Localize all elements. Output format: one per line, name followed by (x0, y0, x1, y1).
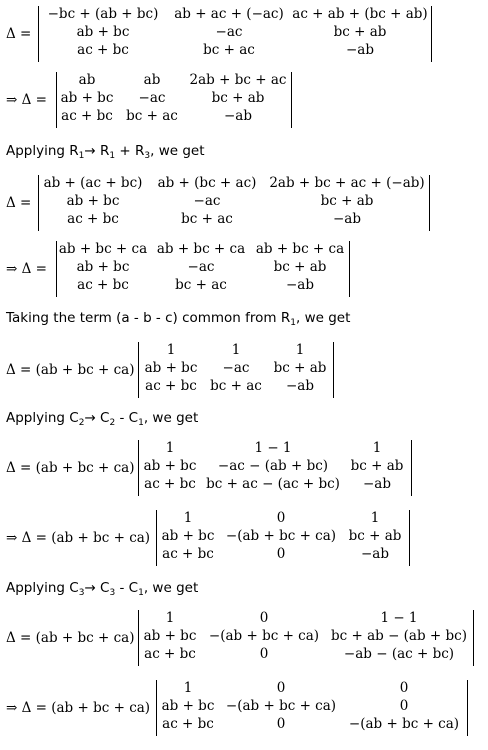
matrix-cell: ab + bc + ca (255, 241, 345, 257)
determinant-equation-8 (0, 610, 488, 666)
subscript: 2 (109, 418, 116, 428)
matrix-cell: −ac (215, 24, 243, 40)
determinant-matrix (38, 175, 430, 231)
matrix-cell: ab + bc (161, 698, 215, 714)
step-text-part: - C (115, 580, 139, 596)
matrix-cell: 1 (372, 440, 382, 456)
matrix-cell: bc + ab (350, 458, 404, 474)
determinant-matrix (138, 610, 474, 666)
matrix-cell: ac + bc (77, 42, 129, 58)
matrix-cell: ab (143, 72, 161, 88)
matrix-cell: −bc + (ab + bc) (47, 6, 159, 22)
matrix-cell: 2ab + bc + ac + (−ab) (269, 175, 425, 191)
matrix-cell: −(ab + bc + ca) (208, 628, 320, 644)
matrix-cell: −ab (332, 211, 361, 227)
matrix-cell: ac + bc (145, 378, 197, 394)
matrix-cell: −(ab + bc + ca) (225, 528, 337, 544)
matrix-cell: ab + (ac + bc) (43, 175, 143, 191)
determinant-matrix (38, 6, 432, 62)
matrix-cell: −ab (345, 42, 374, 58)
matrix-cell: −ac (193, 193, 221, 209)
matrix-cell: ac + bc (67, 211, 119, 227)
determinant-matrix (156, 510, 410, 566)
matrix-cell: 1 (165, 440, 175, 456)
matrix-cell: ab + ac + (−ac) (174, 6, 284, 22)
equation-lhs: ⇒ Δ = (ab + bc + ca) (6, 530, 151, 546)
equation-lhs: ⇒ Δ = (6, 92, 47, 108)
matrix-cell: 0 (259, 610, 269, 626)
equation-lhs: Δ = (6, 26, 32, 42)
matrix-cell: 0 (399, 680, 409, 696)
matrix-cell: bc + ab (211, 90, 265, 106)
matrix-cell: −(ab + bc + ca) (225, 698, 337, 714)
step-text (6, 310, 350, 328)
matrix-cell: ab + bc (143, 628, 197, 644)
matrix-cell: 0 (276, 716, 286, 732)
equation-lhs: Δ = (ab + bc + ca) (6, 460, 135, 476)
step-text (6, 410, 198, 428)
determinant-equation-1 (0, 6, 488, 62)
step-text-part: , we get (295, 310, 351, 326)
equation-lhs: Δ = (ab + bc + ca) (6, 630, 135, 646)
subscript: 1 (138, 588, 144, 598)
matrix-cell: bc + ab (273, 360, 327, 376)
matrix-cell: 1 − 1 (380, 610, 418, 626)
step-text-part: + R (115, 143, 145, 159)
matrix-cell: ab (78, 72, 96, 88)
step-text-part: Taking the term (a - b - c) common from R (6, 310, 291, 326)
matrix-cell: ab + bc (161, 528, 215, 544)
subscript: 1 (290, 318, 296, 328)
matrix-cell: 0 (276, 546, 286, 562)
subscript: 3 (109, 588, 116, 598)
determinant-equation-3 (0, 175, 488, 231)
subscript: 3 (144, 151, 151, 161)
subscript: 1 (109, 151, 116, 161)
determinant-equation-6 (0, 440, 488, 496)
subscript: 1 (78, 151, 85, 161)
matrix-cell: ab + bc (143, 458, 197, 474)
determinant-equation-7 (0, 510, 488, 566)
matrix-cell: 0 (259, 646, 269, 662)
matrix-cell: −ab − (ac + bc) (343, 646, 455, 662)
matrix-cell: bc + ac (175, 277, 227, 293)
matrix-cell: ab + bc + ca (156, 241, 246, 257)
subscript: 3 (78, 588, 85, 598)
matrix-cell: 1 (231, 342, 241, 358)
matrix-cell: ab + bc (76, 24, 130, 40)
determinant-matrix (56, 241, 350, 297)
determinant-matrix (138, 342, 334, 398)
matrix-cell: 1 (370, 510, 380, 526)
matrix-cell: bc + ac − (ac + bc) (206, 476, 340, 492)
matrix-cell: ac + bc (144, 476, 196, 492)
matrix-cell: 0 (399, 698, 409, 714)
equation-lhs: ⇒ Δ = (6, 261, 47, 277)
matrix-cell: −ac (187, 259, 215, 275)
matrix-cell: ab + bc (144, 360, 198, 376)
step-text-part: → C (84, 410, 110, 426)
matrix-cell: −ac (222, 360, 250, 376)
matrix-cell: −ab (360, 546, 389, 562)
matrix-cell: −(ab + bc + ca) (348, 716, 460, 732)
matrix-cell: 1 (183, 680, 193, 696)
matrix-cell: ab + bc (76, 259, 130, 275)
matrix-cell: 0 (276, 680, 286, 696)
matrix-cell: 1 (183, 510, 193, 526)
subscript: 1 (138, 418, 144, 428)
matrix-cell: ac + bc (144, 646, 196, 662)
determinant-equation-5 (0, 342, 488, 398)
step-text-part: , we get (150, 143, 205, 159)
matrix-cell: bc + ab (273, 259, 327, 275)
matrix-cell: ac + bc (162, 716, 214, 732)
matrix-cell: ac + bc (162, 546, 214, 562)
step-text (6, 580, 198, 598)
step-text-part: → C (84, 580, 110, 596)
matrix-cell: 1 − 1 (254, 440, 292, 456)
matrix-cell: bc + ac (210, 378, 262, 394)
matrix-cell: ab + bc (60, 90, 114, 106)
matrix-cell: −ab (223, 108, 252, 124)
matrix-cell: ab + bc (66, 193, 120, 209)
matrix-cell: ac + bc (61, 108, 113, 124)
step-text-part: Applying R (6, 143, 79, 159)
determinant-equation-4 (0, 241, 488, 297)
matrix-cell: −ac − (ab + bc) (217, 458, 329, 474)
matrix-cell: −ab (285, 277, 314, 293)
step-text-part: Applying C (6, 580, 79, 596)
step-text-part: , we get (143, 410, 199, 426)
matrix-cell: 0 (276, 510, 286, 526)
equation-lhs: ⇒ Δ = (ab + bc + ca) (6, 700, 151, 716)
matrix-cell: bc + ac (126, 108, 178, 124)
subscript: 2 (78, 418, 85, 428)
determinant-matrix (156, 680, 468, 736)
equation-lhs: Δ = (ab + bc + ca) (6, 362, 135, 378)
matrix-cell: ac + bc (77, 277, 129, 293)
matrix-cell: bc + ab − (ab + bc) (330, 628, 467, 644)
matrix-cell: bc + ab (320, 193, 374, 209)
determinant-equation-2 (0, 72, 488, 128)
matrix-cell: ac + ab + (bc + ab) (292, 6, 428, 22)
matrix-cell: bc + ac (203, 42, 255, 58)
step-text-part: - C (115, 410, 139, 426)
matrix-cell: ab + (bc + ac) (157, 175, 257, 191)
step-text (6, 143, 205, 161)
determinant-matrix (138, 440, 412, 496)
matrix-cell: −ab (362, 476, 391, 492)
matrix-cell: bc + ac (181, 211, 233, 227)
matrix-cell: 1 (165, 610, 175, 626)
step-text-part: Applying C (6, 410, 79, 426)
matrix-cell: 1 (295, 342, 305, 358)
determinant-equation-9 (0, 680, 488, 736)
determinant-matrix (56, 72, 292, 128)
matrix-cell: ab + bc + ca (58, 241, 148, 257)
matrix-cell: −ac (138, 90, 166, 106)
step-text-part: , we get (143, 580, 199, 596)
matrix-cell: 1 (166, 342, 176, 358)
matrix-cell: bc + ab (333, 24, 387, 40)
step-text-part: → R (84, 143, 110, 159)
matrix-cell: 2ab + bc + ac (189, 72, 287, 88)
matrix-cell: −ab (285, 378, 314, 394)
matrix-cell: bc + ab (348, 528, 402, 544)
equation-lhs: Δ = (6, 195, 32, 211)
